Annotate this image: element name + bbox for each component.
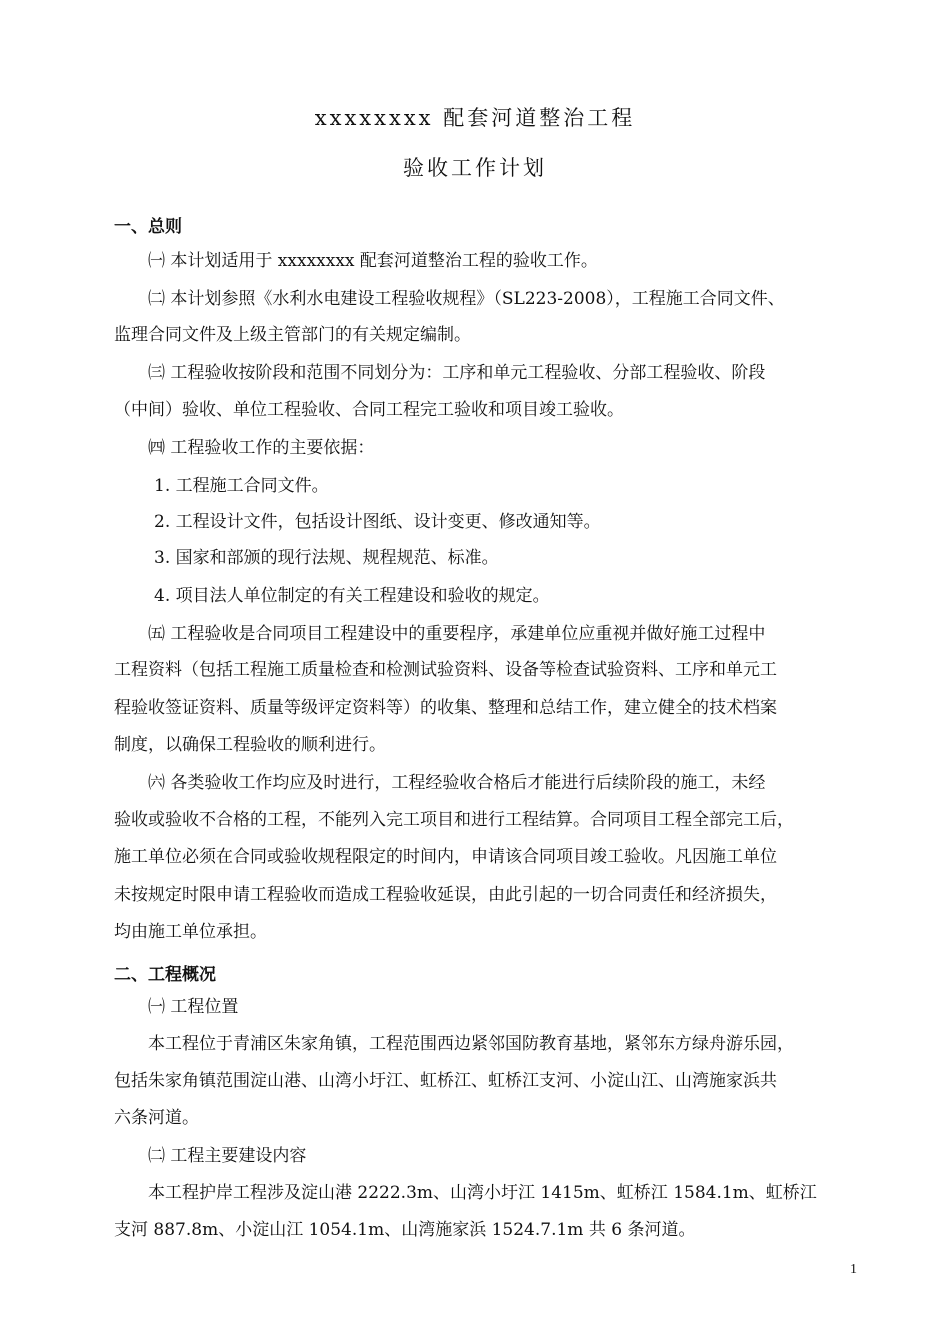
- paragraph-line: 施工单位必须在合同或验收规程限定的时间内，申请该合同项目竣工验收。凡因施工单位: [114, 847, 777, 867]
- subsection-heading: ㈡ 工程主要建设内容: [148, 1146, 307, 1166]
- paragraph-line: 验收或验收不合格的工程，不能列入完工项目和进行工程结算。合同项目工程全部完工后，: [114, 810, 794, 830]
- paragraph-line: 制度，以确保工程验收的顺利进行。: [114, 735, 386, 755]
- subsection-heading: ㈠ 工程位置: [148, 997, 239, 1017]
- section-heading-general: 一、总则: [114, 217, 182, 237]
- list-item: 4. 项目法人单位制定的有关工程建设和验收的规定。: [154, 586, 550, 606]
- doc-subtitle: 验收工作计划: [403, 156, 547, 180]
- paragraph-line: 包括朱家角镇范围淀山港、山湾小圩江、虹桥江、虹桥江支河、小淀山江、山湾施家浜共: [114, 1071, 777, 1091]
- paragraph-line: 支河 887.8m、小淀山江 1054.1m、山湾施家浜 1524.7.1m 共 6 条河道。: [114, 1220, 696, 1240]
- list-item: 1. 工程施工合同文件。: [154, 476, 329, 496]
- list-item: 3. 国家和部颁的现行法规、规程规范、标准。: [154, 548, 499, 568]
- paragraph-line: ㈥ 各类验收工作均应及时进行，工程经验收合格后才能进行后续阶段的施工，未经: [148, 773, 766, 793]
- paragraph-line: 程验收签证资料、质量等级评定资料等）的收集、整理和总结工作，建立健全的技术档案: [114, 698, 777, 718]
- paragraph-line: 本工程护岸工程涉及淀山港 2222.3m、山湾小圩江 1415m、虹桥江 1584.1m、虹桥江: [148, 1183, 817, 1203]
- paragraph-line: 本工程位于青浦区朱家角镇，工程范围西边紧邻国防教育基地，紧邻东方绿舟游乐园，: [148, 1034, 794, 1054]
- paragraph-line: ㈠ 本计划适用于 xxxxxxxx 配套河道整治工程的验收工作。: [148, 251, 598, 271]
- section-heading-overview: 二、工程概况: [114, 965, 216, 985]
- paragraph-line: ㈡ 本计划参照《水利水电建设工程验收规程》（SL223-2008），工程施工合同文件、: [148, 289, 785, 309]
- paragraph-line: （中间）验收、单位工程验收、合同工程完工验收和项目竣工验收。: [114, 400, 624, 420]
- page-number: 1: [850, 1262, 857, 1277]
- doc-title: xxxxxxxx 配套河道整治工程: [314, 106, 636, 130]
- list-item: 2. 工程设计文件，包括设计图纸、设计变更、修改通知等。: [154, 512, 601, 532]
- paragraph-line: 工程资料（包括工程施工质量检查和检测试验资料、设备等检查试验资料、工序和单元工: [114, 660, 777, 680]
- paragraph-line: 六条河道。: [114, 1108, 199, 1128]
- paragraph-line: ㈤ 工程验收是合同项目工程建设中的重要程序，承建单位应重视并做好施工过程中: [148, 624, 766, 644]
- paragraph-line: 监理合同文件及上级主管部门的有关规定编制。: [114, 325, 471, 345]
- paragraph-line: ㈢ 工程验收按阶段和范围不同划分为：工序和单元工程验收、分部工程验收、阶段: [148, 363, 766, 383]
- paragraph-line: 未按规定时限申请工程验收而造成工程验收延误，由此引起的一切合同责任和经济损失，: [114, 885, 777, 905]
- paragraph-line: ㈣ 工程验收工作的主要依据：: [148, 438, 375, 458]
- paragraph-line: 均由施工单位承担。: [114, 922, 267, 942]
